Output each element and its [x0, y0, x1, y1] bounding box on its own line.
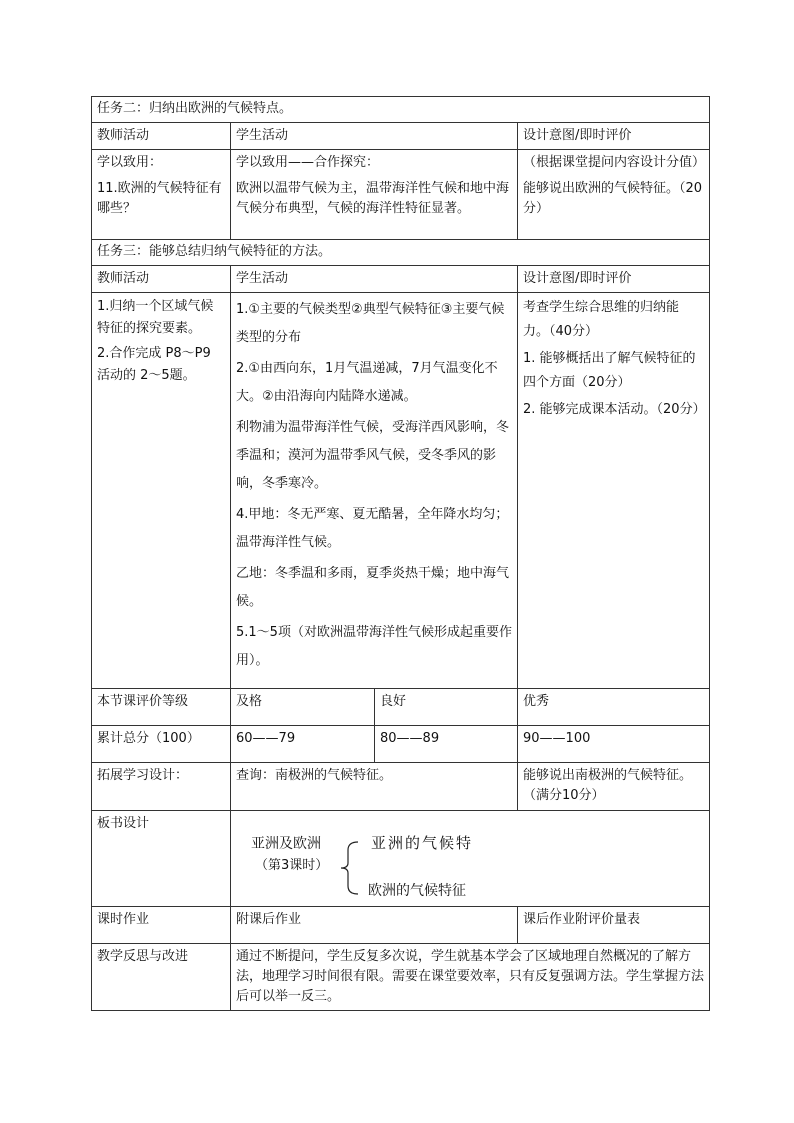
range-pass: 60——79 — [231, 726, 375, 763]
reflection-content: 通过不断提问，学生反复多次说，学生就基本学会了区域地理自然概况的了解方法，地理学习时间很有限。需要在课堂要效率，只有反复强调方法。学生掌握方法后可以举一反三。 — [231, 944, 710, 1011]
task2-teacher-cell — [92, 150, 231, 240]
task3-teacher-cell — [92, 293, 231, 689]
task3-student-line: 2.①由西向东，1月气温递减，7月气温变化不大。②由沿海向内陆降水递减。 — [236, 361, 498, 404]
brace-icon — [338, 841, 360, 895]
task3-student-line: 1.①主要的气候类型②典型气候特征③主要气候类型的分布 — [236, 302, 505, 345]
task3-student-line: 乙地：冬季温和多雨，夏季炎热干燥；地中海气候。 — [236, 566, 510, 609]
task3-title: 任务三：能够总结归纳气候特征的方法。 — [92, 240, 710, 266]
task2-header-teacher: 教师活动 — [92, 123, 231, 150]
grading-level-pass: 及格 — [231, 689, 375, 726]
task3-design-cell — [518, 293, 710, 689]
task2-title: 任务二：归纳出欧洲的气候特点。 — [92, 97, 710, 123]
task2-design-line: （根据课堂提问内容设计分值） — [523, 155, 706, 170]
range-good: 80——89 — [375, 726, 518, 763]
task2-design-cell — [518, 150, 710, 240]
task2-header-student: 学生活动 — [231, 123, 518, 150]
task3-student-line: 利物浦为温带海洋性气候，受海洋西风影响，冬季温和；漠河为温带季风气候，受冬季风的影响，冬季寒冷。 — [236, 420, 510, 491]
task3-design-line: 考查学生综合思维的归纳能力。（40分） — [523, 300, 680, 339]
task2-teacher-line: 学以致用： — [97, 155, 163, 170]
task2-teacher-line: 11.欧洲的气候特征有哪些？ — [97, 181, 222, 216]
task2-header-design: 设计意图/即时评价 — [518, 123, 710, 150]
task2-student-line: 欧洲以温带气候为主，温带海洋性气候和地中海气候分布典型，气候的海洋性特征显著。 — [236, 181, 510, 216]
task3-student-cell — [231, 293, 518, 689]
board-label: 板书设计 — [92, 811, 231, 907]
range-excellent: 90——100 — [518, 726, 710, 763]
homework-label: 课时作业 — [92, 907, 231, 944]
grading-label: 本节课评价等级 — [92, 689, 231, 726]
task3-student-line: 5.1～5项（对欧洲温带海洋性气候形成起重要作用）。 — [236, 625, 512, 668]
task3-teacher-line: 1.归纳一个区域气候特征的探究要素。 — [97, 299, 214, 336]
reflection-label: 教学反思与改进 — [92, 944, 231, 1011]
task3-teacher-line: 2.合作完成 P8～P9 活动的 2～5题。 — [97, 346, 211, 383]
board-subtitle: （第3课时） — [255, 858, 329, 873]
board-diagram — [231, 811, 709, 906]
task2-design-line: 能够说出欧洲的气候特征。（20分） — [523, 181, 703, 216]
homework-design: 课后作业附评价量表 — [518, 907, 710, 944]
total-score-label: 累计总分（100） — [92, 726, 231, 763]
task3-student-line: 4.甲地：冬无严寒、夏无酷暑，全年降水均匀；温带海洋性气候。 — [236, 507, 509, 550]
board-title: 亚洲及欧洲 — [251, 836, 321, 852]
homework-content: 附课后作业 — [231, 907, 518, 944]
task2-student-cell — [231, 150, 518, 240]
board-branch-asia: 亚洲的气候特 — [371, 834, 474, 852]
task3-header-student: 学生活动 — [231, 266, 518, 293]
extension-label: 拓展学习设计： — [92, 763, 231, 811]
extension-content: 查询：南极洲的气候特征。 — [231, 763, 518, 811]
grading-level-excellent: 优秀 — [518, 689, 710, 726]
board-design-cell — [231, 811, 710, 907]
grading-level-good: 良好 — [375, 689, 518, 726]
task3-design-line: 1. 能够概括出了解气候特征的四个方面（20分） — [523, 351, 696, 390]
task3-header-teacher: 教师活动 — [92, 266, 231, 293]
extension-design: 能够说出南极洲的气候特征。（满分10分） — [518, 763, 710, 811]
task3-design-line: 2. 能够完成课本活动。（20分） — [523, 402, 706, 417]
task3-header-design: 设计意图/即时评价 — [518, 266, 710, 293]
task2-student-line: 学以致用——合作探究： — [236, 155, 380, 170]
lesson-plan-table — [91, 96, 710, 1011]
board-branch-europe: 欧洲的气候特征 — [368, 883, 466, 899]
